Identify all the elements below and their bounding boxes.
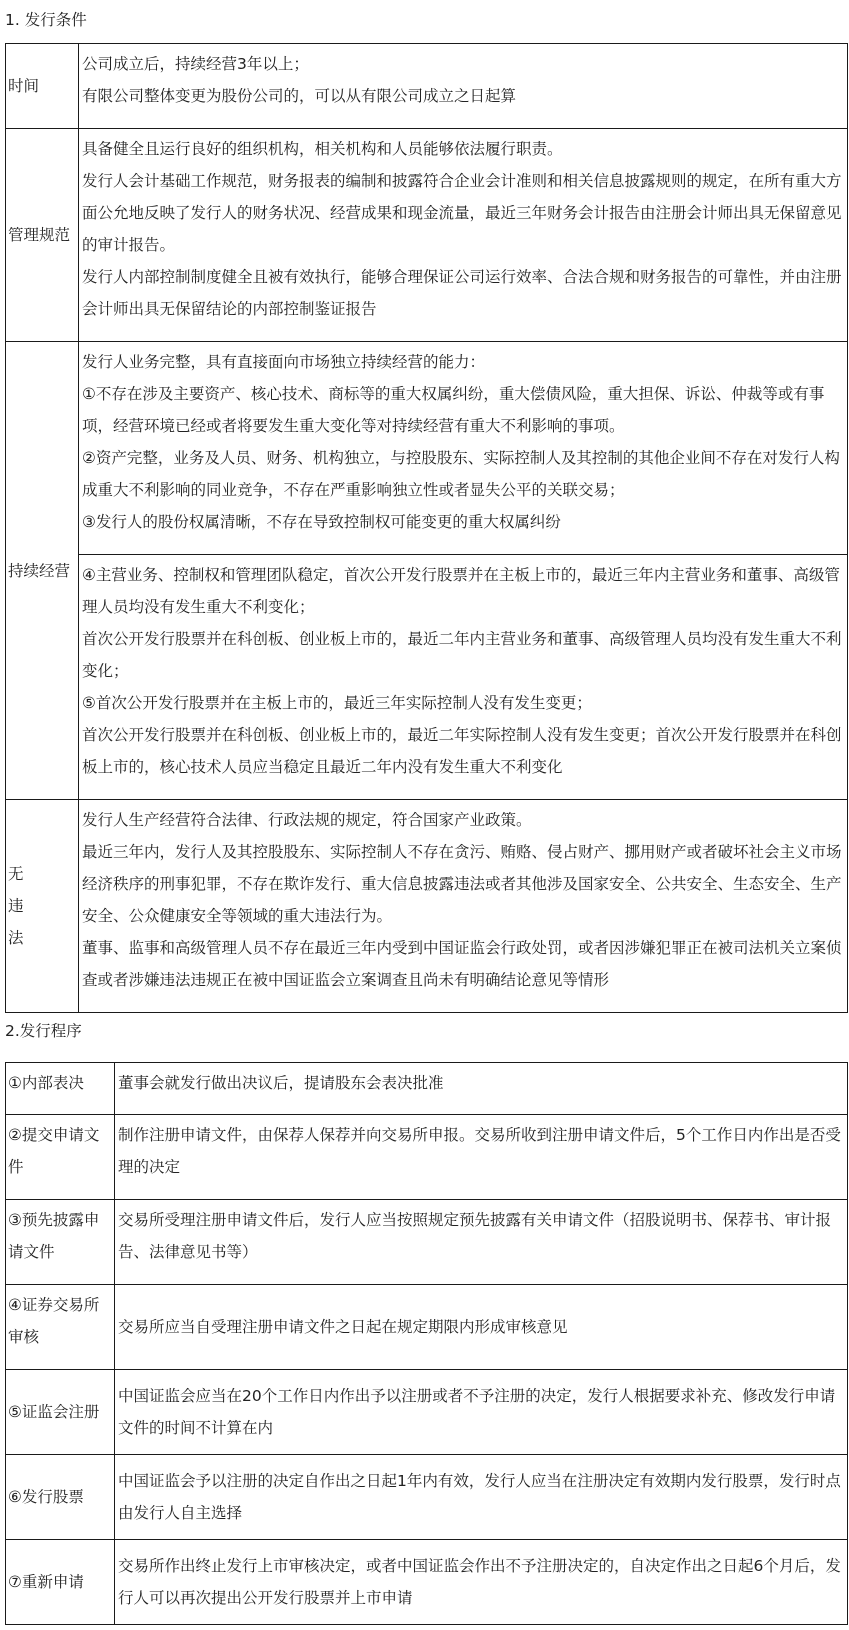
step-label: ④证券交易所审核 — [6, 1285, 115, 1370]
table-row — [6, 1063, 848, 1115]
paragraph: ⑤首次公开发行股票并在主板上市的，最近三年实际控制人没有发生变更； — [82, 694, 592, 712]
step-content: 制作注册申请文件，由保荐人保荐并向交易所申报。交易所收到注册申请文件后，5个工作日内作出是否受理的决定 — [115, 1115, 848, 1200]
step-label: ③预先披露申请文件 — [6, 1200, 115, 1285]
paragraph: 有限公司整体变更为股份公司的，可以从有限公司成立之日起算 — [82, 87, 517, 105]
row-label-text: 无违法 — [8, 865, 24, 947]
paragraph: ③发行人的股份权属清晰，不存在导致控制权可能变更的重大权属纠纷 — [82, 513, 561, 531]
table-row — [6, 129, 848, 342]
issuance-procedure-table — [5, 1062, 848, 1625]
table-row — [6, 44, 848, 129]
paragraph: 发行人会计基础工作规范，财务报表的编制和披露符合企业会计准则和相关信息披露规则的规定，在所有重大方面公允地反映了发行人的财务状况、经营成果和现金流量，最近三年财务会计报告由注册会计师出具无保留意见的审计报告。 — [82, 172, 842, 254]
step-content: 中国证监会予以注册的决定自作出之日起1年内有效，发行人应当在注册决定有效期内发行股票，发行时点由发行人自主选择 — [115, 1455, 848, 1540]
paragraph: 最近三年内，发行人及其控股股东、实际控制人不存在贪污、贿赂、侵占财产、挪用财产或者破坏社会主义市场经济秩序的刑事犯罪，不存在欺诈发行、重大信息披露违法或者其他涉及国家安全、公共安全、生态安全、生产安全、公众健康安全等领域的重大违法行为。 — [82, 843, 842, 925]
paragraph: 公司成立后，持续经营3年以上； — [82, 55, 309, 73]
paragraph: 发行人生产经营符合法律、行政法规的规定，符合国家产业政策。 — [82, 811, 532, 829]
paragraph: 发行人业务完整，具有直接面向市场独立持续经营的能力： — [82, 353, 486, 371]
row-label: 持续经营 — [6, 342, 79, 800]
paragraph: ②资产完整，业务及人员、财务、机构独立，与控股股东、实际控制人及其控制的其他企业间不存在对发行人构成重大不利影响的同业竞争，不存在严重影响独立性或者显失公平的关联交易； — [82, 449, 840, 499]
table-row — [6, 1540, 848, 1625]
paragraph: 发行人内部控制制度健全且被有效执行，能够合理保证公司运行效率、合法合规和财务报告的可靠性，并由注册会计师出具无保留结论的内部控制鉴证报告 — [82, 268, 842, 318]
paragraph: 首次公开发行股票并在科创板、创业板上市的，最近二年内主营业务和董事、高级管理人员均没有发生重大不利变化； — [82, 630, 842, 680]
step-label: ②提交申请文件 — [6, 1115, 115, 1200]
step-label: ⑥发行股票 — [6, 1455, 115, 1540]
paragraph: ①不存在涉及主要资产、核心技术、商标等的重大权属纠纷，重大偿债风险，重大担保、诉讼、仲裁等或有事项，经营环境已经或者将要发生重大变化等对持续经营有重大不利影响的事项。 — [82, 385, 825, 435]
paragraph: 具备健全且运行良好的组织机构，相关机构和人员能够依法履行职责。 — [82, 140, 563, 158]
table-row — [6, 555, 848, 800]
step-content: 交易所受理注册申请文件后，发行人应当按照规定预先披露有关申请文件（招股说明书、保荐书、审计报告、法律意见书等） — [115, 1200, 848, 1285]
table-row — [6, 1285, 848, 1370]
paragraph: ④主营业务、控制权和管理团队稳定，首次公开发行股票并在主板上市的，最近三年内主营业务和董事、高级管理人员均没有发生重大不利变化； — [82, 566, 840, 616]
table-row — [6, 1200, 848, 1285]
section-2-title: 2.发行程序 — [5, 1022, 82, 1040]
paragraph: 首次公开发行股票并在科创板、创业板上市的，最近二年实际控制人没有发生变更；首次公开发行股票并在科创板上市的，核心技术人员应当稳定且最近二年内没有发生重大不利变化 — [82, 726, 842, 776]
row-content — [79, 44, 848, 129]
section-1-title: 1. 发行条件 — [5, 11, 87, 29]
step-label: ①内部表决 — [6, 1063, 115, 1115]
table-row — [6, 1455, 848, 1540]
row-label: 管理规范 — [6, 129, 79, 342]
row-content — [79, 129, 848, 342]
row-content — [79, 342, 848, 555]
step-label: ⑦重新申请 — [6, 1540, 115, 1625]
row-label: 时间 — [6, 44, 79, 129]
table-row — [6, 1115, 848, 1200]
step-content: 中国证监会应当在20个工作日内作出予以注册或者不予注册的决定，发行人根据要求补充、修改发行申请文件的时间不计算在内 — [115, 1370, 848, 1455]
row-content — [79, 555, 848, 800]
table-row — [6, 1370, 848, 1455]
row-label — [6, 800, 79, 1013]
table-row — [6, 800, 848, 1013]
step-content: 交易所作出终止发行上市审核决定，或者中国证监会作出不予注册决定的，自决定作出之日起6个月后，发行人可以再次提出公开发行股票并上市申请 — [115, 1540, 848, 1625]
paragraph: 董事、监事和高级管理人员不存在最近三年内受到中国证监会行政处罚，或者因涉嫌犯罪正在被司法机关立案侦查或者涉嫌违法违规正在被中国证监会立案调查且尚未有明确结论意见等情形 — [82, 939, 842, 989]
row-content — [79, 800, 848, 1013]
step-content: 交易所应当自受理注册申请文件之日起在规定期限内形成审核意见 — [115, 1285, 848, 1370]
step-label: ⑤证监会注册 — [6, 1370, 115, 1455]
issuance-conditions-table — [5, 43, 848, 1013]
table-row — [6, 342, 848, 555]
step-content: 董事会就发行做出决议后，提请股东会表决批准 — [115, 1063, 848, 1115]
